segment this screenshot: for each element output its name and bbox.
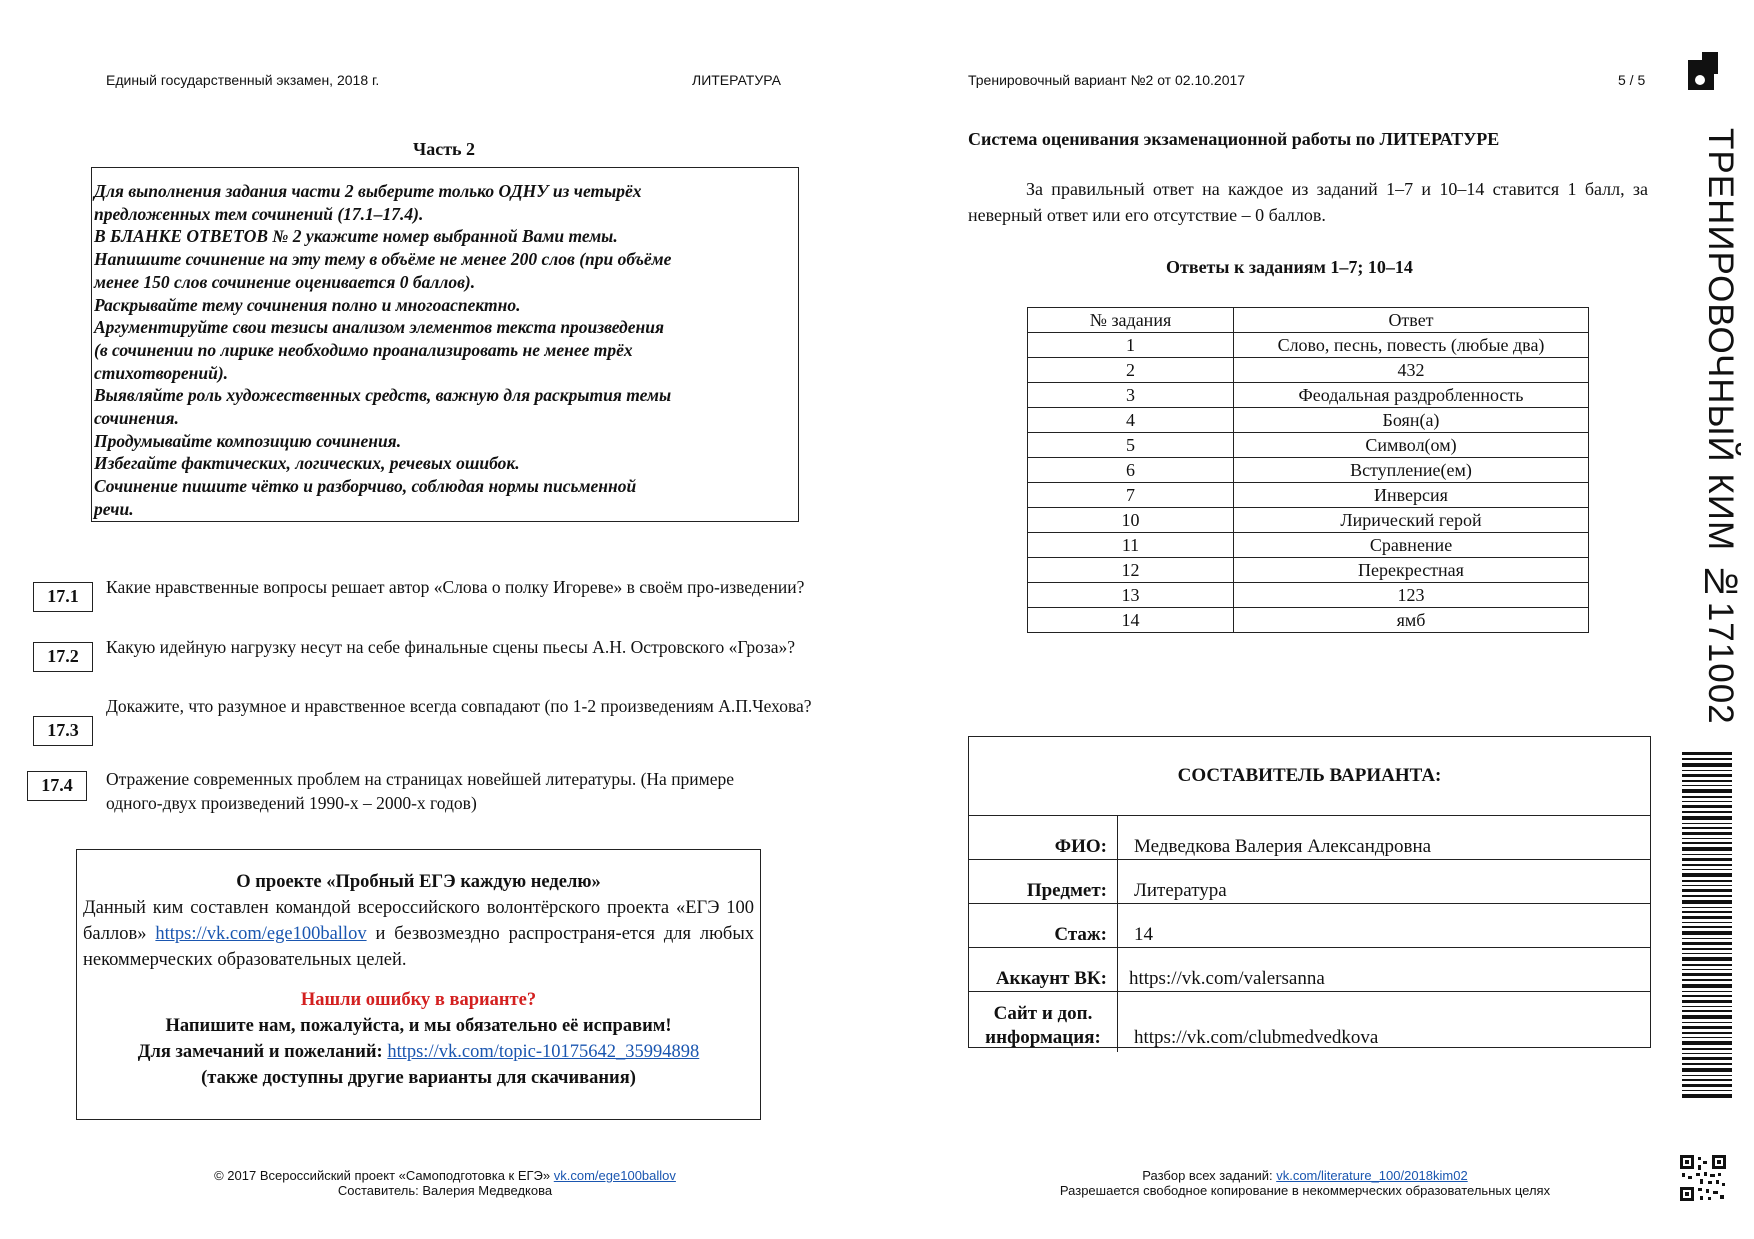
table-row — [1028, 408, 1589, 433]
table-row — [1028, 433, 1589, 458]
task-cell: 1 — [1028, 333, 1234, 358]
table-row — [1028, 558, 1589, 583]
footer-analysis-link[interactable]: vk.com/literature_100/2018kim02 — [1276, 1168, 1468, 1183]
write-us: Напишите нам, пожалуйста, и мы обязательно её исправим! — [165, 1016, 672, 1036]
task-cell: 12 — [1028, 558, 1234, 583]
author-title: СОСТАВИТЕЛЬ ВАРИАНТА: — [969, 737, 1650, 816]
task-cell: 3 — [1028, 383, 1234, 408]
column-header: № задания — [1028, 308, 1234, 333]
author-label: ФИО: — [969, 816, 1118, 859]
answer-cell: Слово, песнь, повесть (любые два) — [1234, 333, 1589, 358]
answer-cell: Феодальная раздробленность — [1234, 383, 1589, 408]
instruction-line: стихотворений). — [94, 362, 229, 383]
qr-code-icon — [1680, 1155, 1726, 1201]
task-cell: 14 — [1028, 608, 1234, 633]
task-cell: 7 — [1028, 483, 1234, 508]
answers-table — [1027, 307, 1589, 633]
task-cell: 10 — [1028, 508, 1234, 533]
variant-header: Тренировочный вариант №2 от 02.10.2017 — [968, 72, 1246, 88]
table-row — [1028, 333, 1589, 358]
remarks-line — [77, 1039, 760, 1065]
author-row-name — [969, 816, 1650, 860]
footer-right — [1000, 1168, 1610, 1198]
instruction-line: речи. — [94, 498, 134, 519]
author-row-experience — [969, 904, 1650, 948]
answer-cell: Инверсия — [1234, 483, 1589, 508]
author-value: Медведкова Валерия Александровна — [1134, 836, 1432, 857]
instruction-line: (в сочинении по лирике необходимо проанализировать не менее трёх — [94, 339, 633, 360]
table-row — [1028, 458, 1589, 483]
task-cell: 6 — [1028, 458, 1234, 483]
instruction-line: Избегайте фактических, логических, речевых ошибок. — [94, 453, 520, 474]
answer-cell: 432 — [1234, 358, 1589, 383]
task-number-17-2: 17.2 — [33, 642, 93, 672]
instruction-line: менее 150 слов сочинение оценивается 0 баллов). — [94, 271, 476, 292]
answer-cell: 123 — [1234, 583, 1589, 608]
page-number: 5 / 5 — [1618, 72, 1646, 88]
instruction-line: Аргументируйте свои тезисы анализом элементов текста произведения — [94, 317, 664, 338]
table-row — [1028, 508, 1589, 533]
task-cell: 11 — [1028, 533, 1234, 558]
instruction-line: Продумывайте композицию сочинения. — [94, 430, 402, 451]
author-label: Предмет: — [969, 860, 1118, 903]
answer-cell: ямб — [1234, 608, 1589, 633]
project-text-after: и безвозмездно распространя-ется для любых некоммерческих образовательных целей. — [83, 924, 755, 970]
table-row — [1028, 383, 1589, 408]
part-title: Часть 2 — [413, 139, 476, 159]
project-box — [76, 849, 761, 1120]
remarks-label: Для замечаний и пожеланий: — [137, 1042, 383, 1062]
project-link[interactable]: https://vk.com/ege100ballov — [155, 924, 367, 944]
column-header: Ответ — [1234, 308, 1589, 333]
task-text-17-1: Какие нравственные вопросы решает автор «Слова о полку Игореве» в своём про-изведении? — [106, 577, 805, 597]
exam-header: Единый государственный экзамен, 2018 г. — [106, 72, 380, 88]
author-row-subject — [969, 860, 1650, 904]
logo-icon — [1688, 52, 1718, 90]
author-value: Литература — [1134, 880, 1227, 901]
author-label: Стаж: — [969, 904, 1118, 947]
scoring-title: Система оценивания экзаменационной работы по ЛИТЕРАТУРЕ — [968, 129, 1500, 149]
instruction-line: Выявляйте роль художественных средств, важную для раскрытия темы — [94, 385, 672, 406]
table-header-row — [1028, 308, 1589, 333]
task-number-17-1: 17.1 — [33, 582, 93, 612]
author-row-vk — [969, 948, 1650, 992]
author-box — [968, 736, 1651, 1048]
answer-cell: Лирический герой — [1234, 508, 1589, 533]
error-title: Нашли ошибку в варианте? — [300, 990, 537, 1010]
project-description — [77, 895, 760, 973]
footer-left — [160, 1168, 730, 1198]
task-cell: 2 — [1028, 358, 1234, 383]
subject-header: ЛИТЕРАТУРА — [692, 72, 781, 88]
instruction-line: Сочинение пишите чётко и разборчиво, соблюдая нормы письменной — [94, 476, 637, 497]
remarks-link[interactable]: https://vk.com/topic-10175642_35994898 — [387, 1042, 700, 1062]
table-row — [1028, 608, 1589, 633]
author-label: Аккаунт ВК: — [969, 948, 1118, 991]
project-text: Данный ким составлен командой всероссийского волонтёрского проекта «ЕГЭ 100 баллов» — [83, 898, 754, 944]
answer-cell: Вступление(ем) — [1234, 458, 1589, 483]
instruction-line: Напишите сочинение на эту тему в объёме не менее 200 слов (при объёме — [94, 249, 672, 270]
task-cell: 13 — [1028, 583, 1234, 608]
author-label: Сайт и доп. информация: — [969, 992, 1118, 1052]
task-text-17-2: Какую идейную нагрузку несут на себе финальные сцены пьесы А.Н. Островского «Гроза»? — [106, 637, 796, 657]
footer-project-link[interactable]: vk.com/ege100ballov — [553, 1168, 676, 1183]
task-cell: 4 — [1028, 408, 1234, 433]
instruction-line: Раскрывайте тему сочинения полно и многоаспектно. — [94, 294, 521, 315]
also-available: (также доступны другие варианты для скачивания) — [201, 1068, 636, 1088]
answer-cell: Сравнение — [1234, 533, 1589, 558]
author-value: https://vk.com/valersanna — [1129, 968, 1325, 989]
task-number-17-4: 17.4 — [27, 771, 87, 801]
instruction-line: предложенных тем сочинений (17.1–17.4). — [94, 203, 424, 224]
project-title: О проекте «Пробный ЕГЭ каждую неделю» — [236, 872, 601, 892]
answer-cell: Перекрестная — [1234, 558, 1589, 583]
answers-title: Ответы к заданиям 1–7; 10–14 — [1166, 257, 1413, 277]
instructions-box — [91, 167, 799, 522]
author-value: 14 — [1134, 924, 1153, 945]
table-row — [1028, 358, 1589, 383]
task-text-17-4: Отражение современных проблем на страницах новейшей литературы. (На примере одного-двух произведений 1990-х – 2000-х годов) — [106, 769, 735, 813]
footer-analysis-label: Разбор всех заданий: — [1142, 1168, 1273, 1183]
author-row-site — [969, 992, 1650, 1052]
task-cell: 5 — [1028, 433, 1234, 458]
answer-cell: Символ(ом) — [1234, 433, 1589, 458]
footer-copyright: © 2017 Всероссийский проект «Самоподготовка к ЕГЭ» — [214, 1168, 551, 1183]
table-row — [1028, 583, 1589, 608]
footer-author: Составитель: Валерия Медведкова — [337, 1183, 553, 1198]
task-number-17-3: 17.3 — [33, 716, 93, 746]
table-row — [1028, 483, 1589, 508]
author-value: https://vk.com/clubmedvedkova — [1134, 1027, 1379, 1048]
answer-cell: Боян(а) — [1234, 408, 1589, 433]
instruction-line: В БЛАНКЕ ОТВЕТОВ № 2 укажите номер выбранной Вами темы. — [94, 226, 618, 247]
instruction-line: Для выполнения задания части 2 выберите только ОДНУ из четырёх — [94, 181, 642, 201]
instruction-line: сочинения. — [94, 408, 179, 429]
barcode-icon — [1682, 752, 1732, 1100]
scoring-text: За правильный ответ на каждое из заданий 1–7 и 10–14 ставится 1 балл, за неверный ответ или его отсутствие – 0 баллов. — [968, 179, 1648, 225]
table-row — [1028, 533, 1589, 558]
task-text-17-3: Докажите, что разумное и нравственное всегда совпадают (по 1-2 произведениям А.П.Чехова? — [106, 696, 812, 716]
vertical-title: ТРЕНИРОВОЧНЫЙ КИМ №171002 — [1701, 128, 1740, 725]
footer-copy-note: Разрешается свободное копирование в некоммерческих образовательных целях — [1059, 1183, 1551, 1198]
